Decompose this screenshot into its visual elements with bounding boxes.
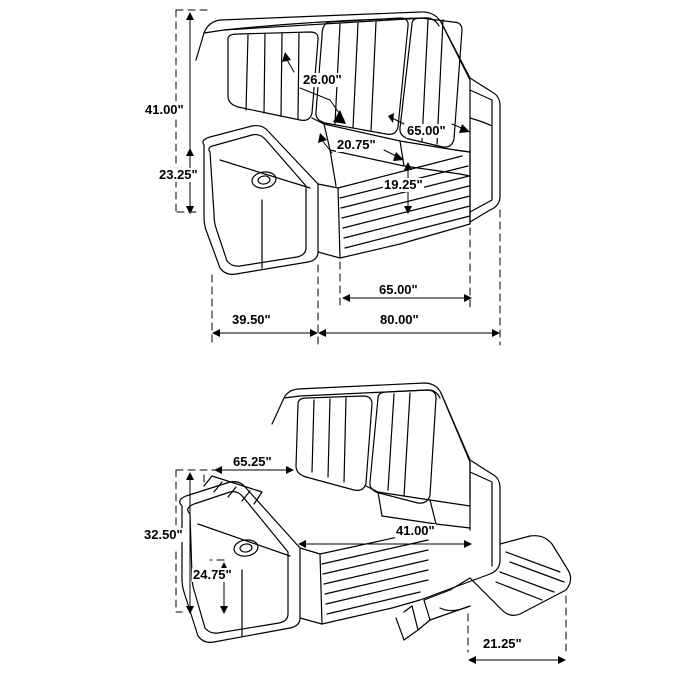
dimension-label-sofa-arm-height: 23.25"	[159, 167, 198, 182]
dimension-label-sofa-overall-height: 41.00"	[145, 102, 184, 117]
dimension-label-loveseat-overall-height: 32.50"	[144, 527, 183, 542]
dimension-label-loveseat-seat-back-width: 65.25"	[233, 454, 272, 469]
dimension-label-loveseat-footrest-height: 21.25"	[483, 636, 522, 651]
dimension-label-sofa-seat-depth: 20.75"	[337, 137, 376, 152]
dimension-label-sofa-seat-width: 65.00"	[407, 123, 446, 138]
dimension-label-sofa-depth: 39.50"	[232, 312, 271, 327]
dimension-label-loveseat-reclined-depth: 41.00"	[396, 523, 435, 538]
dimension-label-sofa-seat-height: 19.25"	[384, 177, 423, 192]
dimension-label-sofa-seat-back-height: 26.00"	[303, 72, 342, 87]
dimension-label-loveseat-arm-height: 24.75"	[193, 567, 232, 582]
dimension-label-sofa-overall-width: 80.00"	[380, 312, 419, 327]
dimension-label-sofa-seat-span: 65.00"	[379, 282, 418, 297]
